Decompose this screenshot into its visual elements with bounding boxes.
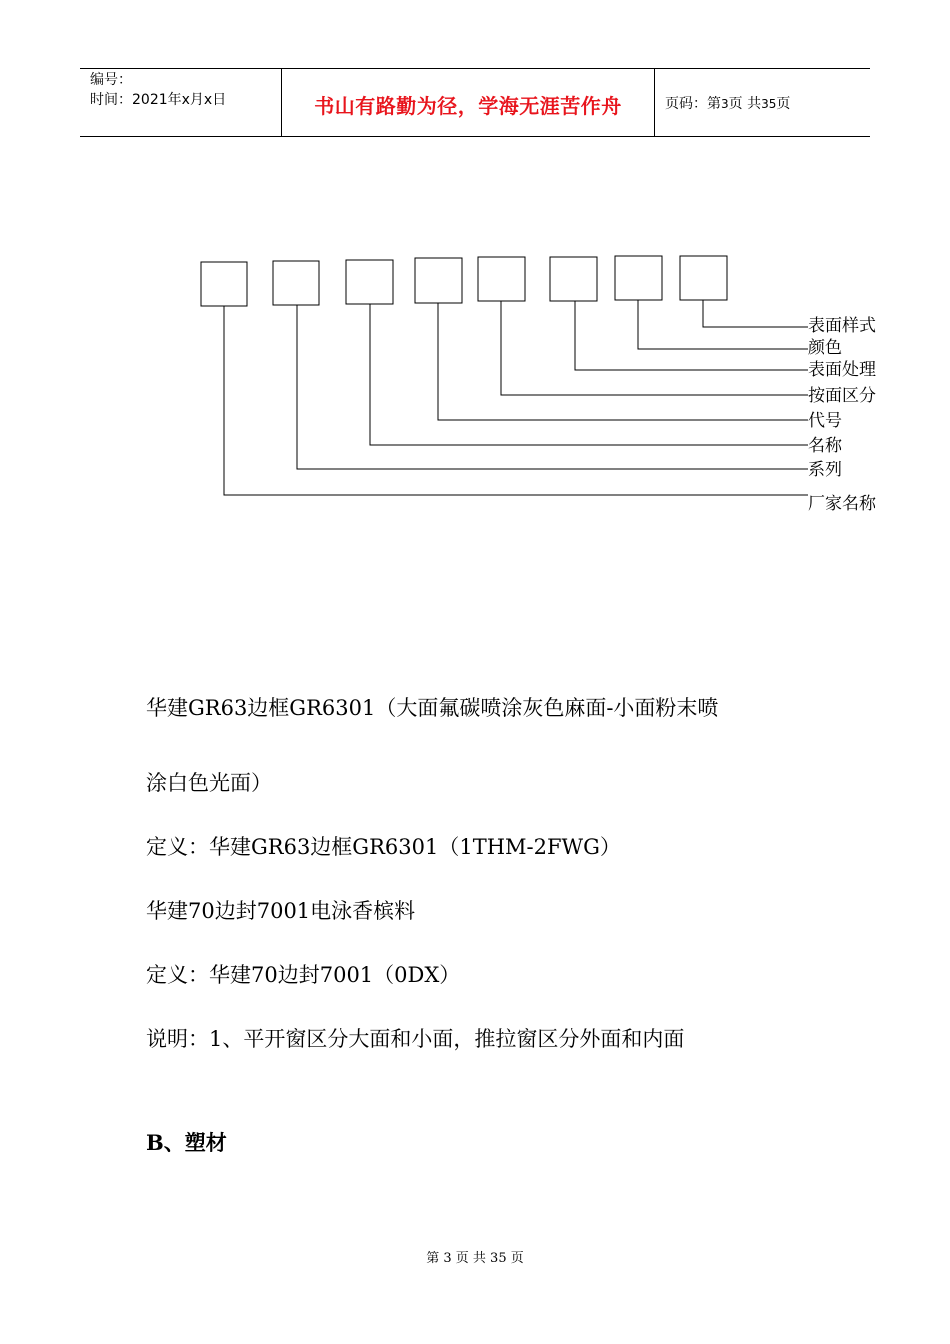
code-box-2 <box>273 261 319 305</box>
connector-code <box>438 303 808 420</box>
code-box-5 <box>478 257 525 301</box>
example-2-definition: 定义：华建70边封7001（0DX） <box>146 963 461 987</box>
code-box-4 <box>415 258 462 303</box>
label-series: 系列 <box>808 460 842 480</box>
label-surface-treatment: 表面处理 <box>808 360 876 380</box>
connector-color <box>638 300 808 349</box>
header-page-suffix: 页 <box>776 96 791 112</box>
example-1-line-1: 华建GR63边框GR6301（大面氟碳喷涂灰色麻面-小面粉末喷 <box>146 696 719 720</box>
label-surface-style: 表面样式 <box>808 316 876 336</box>
label-manufacturer: 厂家名称 <box>808 494 876 514</box>
code-box-3 <box>346 260 393 304</box>
connector-face-division <box>501 301 808 395</box>
label-name: 名称 <box>808 436 842 456</box>
code-box-7 <box>615 256 662 300</box>
code-box-1 <box>201 262 247 306</box>
connector-surface-style <box>703 300 808 327</box>
connector-surface-treatment <box>575 301 808 370</box>
connector-name <box>370 304 808 445</box>
header-page-current: 3 <box>721 97 729 111</box>
header-date: 时间：2021年x月x日 <box>90 92 227 108</box>
code-box-8 <box>680 256 727 300</box>
header-page-mid: 页 共 <box>728 96 762 112</box>
connector-manufacturer <box>224 306 808 495</box>
example-2: 华建70边封7001电泳香槟料 <box>146 899 416 923</box>
explanation-note: 说明：1、平开窗区分大面和小面，推拉窗区分外面和内面 <box>146 1027 685 1051</box>
label-color: 颜色 <box>808 338 842 358</box>
code-box-6 <box>550 257 597 301</box>
label-face-division: 按面区分 <box>808 386 876 406</box>
header-page-total: 35 <box>761 97 777 111</box>
example-1-line-2: 涂白色光面） <box>146 771 272 795</box>
header-number-label: 编号： <box>90 72 132 88</box>
label-code: 代号 <box>808 411 842 431</box>
section-heading-b: B、塑材 <box>146 1130 227 1155</box>
example-1-definition: 定义：华建GR63边框GR6301（1THM-2FWG） <box>146 835 621 859</box>
page-footer: 第 3 页 共 35 页 <box>426 1251 524 1266</box>
header-page-prefix: 页码：第 <box>665 96 721 112</box>
connector-series <box>297 305 808 469</box>
header-motto: 书山有路勤为径，学海无涯苦作舟 <box>314 94 622 118</box>
